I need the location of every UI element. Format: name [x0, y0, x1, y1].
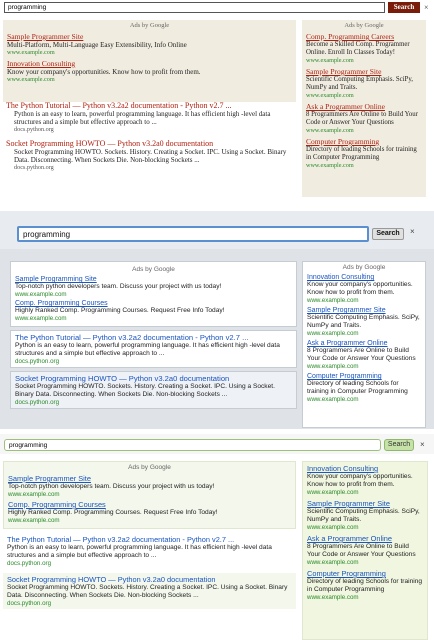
- ad-title-link[interactable]: Sample Programmer Site: [7, 32, 84, 41]
- ad-title-link[interactable]: Comp. Programming Courses: [15, 300, 108, 307]
- ad-description: Know your company's opportunities. Know how to profit from them.: [307, 281, 413, 296]
- ads-header: Ads by Google: [128, 464, 171, 471]
- ad-title-link[interactable]: Sample Programmer Site: [307, 499, 390, 508]
- search-button[interactable]: Search: [372, 228, 404, 240]
- ad-url[interactable]: www.example.com: [307, 524, 359, 531]
- ad-title-link[interactable]: Comp. Programming Careers: [306, 32, 395, 41]
- search-bar: [4, 2, 432, 13]
- result-snippet: Python is an easy to learn, powerful programming language. It has efficient high -level data structures and a simple but effective approach to ...: [7, 544, 272, 559]
- side-ad-item: [307, 274, 421, 304]
- ad-item: [15, 300, 292, 322]
- side-ad-item: [307, 340, 421, 370]
- ad-url[interactable]: www.example.com: [307, 297, 359, 304]
- search-input[interactable]: [4, 439, 381, 451]
- search-bar: [0, 211, 434, 249]
- ads-header: Ads by Google: [129, 22, 170, 29]
- ad-url[interactable]: www.example.com: [306, 127, 354, 134]
- ad-url[interactable]: www.example.com: [306, 92, 354, 99]
- variant-classic: [0, 0, 434, 202]
- side-ads-panel: [302, 461, 428, 640]
- result-snippet: Socket Programming HOWTO. Sockets. History. Creating a Socket. IPC. Using a Socket. Binary Data. Disconnecting. When Sockets Die. Non-blocking Sockets ...: [15, 383, 275, 398]
- result-item: [3, 573, 296, 609]
- result-url: docs.python.org: [14, 164, 54, 171]
- variant-green: [0, 434, 434, 640]
- side-ad-item: [306, 67, 422, 99]
- ad-item: [7, 32, 292, 56]
- side-ad-item: [307, 464, 423, 496]
- ad-description: Top-notch python developers team. Discuss your project with us today!: [15, 283, 222, 290]
- ad-url[interactable]: www.example.com: [306, 57, 354, 64]
- side-ad-item: [306, 32, 422, 64]
- ad-url[interactable]: www.example.com: [7, 76, 55, 83]
- result-item: [6, 101, 298, 133]
- ad-title-link[interactable]: Computer Programming: [307, 569, 386, 578]
- result-snippet: Socket Programming HOWTO. Sockets. History. Creating a Socket. IPC. Using a Socket. Binary Data. Disconnecting. When Sockets Die. Non-blocking Sockets ...: [14, 148, 287, 164]
- ad-url[interactable]: www.example.com: [307, 489, 359, 496]
- ad-title-link[interactable]: Ask a Programmer Online: [307, 534, 393, 543]
- ad-title-link[interactable]: Computer Programming: [307, 373, 382, 380]
- main-column: [3, 461, 296, 640]
- search-button[interactable]: Search: [384, 439, 414, 451]
- side-ad-item: [307, 569, 423, 601]
- result-snippet: Python is an easy to learn, powerful programming language. It has efficient high -level data structures and a simple but effective approach to ...: [14, 110, 271, 126]
- ad-item: [8, 474, 291, 498]
- side-ad-item: [306, 137, 422, 169]
- ad-title-link[interactable]: Ask a Programmer Online: [306, 102, 385, 111]
- ad-item: [7, 59, 292, 83]
- result-snippet: Python is an easy to learn, powerful programming language. It has efficient high -level data structures and a simple but effective approach to ...: [15, 342, 280, 357]
- ad-description: Scientific Computing Emphasis. SciPy, NumPy and Traits.: [306, 76, 413, 91]
- ad-title-link[interactable]: Innovation Consulting: [7, 59, 76, 68]
- variant-grey: [0, 211, 434, 429]
- side-ad-item: [307, 499, 423, 531]
- ad-description: Directory of leading Schools for training in Computer Programming: [306, 146, 417, 161]
- side-ad-item: [307, 307, 421, 337]
- ads-header: Ads by Google: [344, 22, 384, 29]
- result-url: docs.python.org: [15, 358, 60, 365]
- ad-url[interactable]: www.example.com: [8, 491, 60, 498]
- ad-title-link[interactable]: Computer Programming: [306, 137, 380, 146]
- ad-item: [8, 500, 291, 524]
- ad-url[interactable]: www.example.com: [15, 315, 67, 322]
- result-title-link[interactable]: Socket Programming HOWTO — Python v3.2a0 documentation: [6, 139, 214, 148]
- side-ad-item: [307, 373, 421, 403]
- ad-description: Scientific Computing Emphasis. SciPy, NumPy and Traits.: [307, 508, 420, 523]
- ad-url[interactable]: www.example.com: [307, 559, 359, 566]
- result-title-link[interactable]: The Python Tutorial — Python v3.2a2 documentation - Python v2.7 ...: [6, 101, 232, 110]
- ad-description: Directory of leading Schools for training in Computer Programming: [307, 578, 423, 593]
- ad-description: Directory of leading Schools for training in Computer Programming: [307, 380, 408, 395]
- search-input[interactable]: [4, 2, 385, 13]
- ad-url[interactable]: www.example.com: [307, 594, 359, 601]
- ad-description: 8 Programmers Are Online to Build Your Code or Answer Your Questions: [307, 347, 416, 362]
- ad-url[interactable]: www.example.com: [307, 396, 359, 403]
- side-ad-item: [306, 102, 422, 134]
- ad-title-link[interactable]: Sample Programming Site: [15, 276, 97, 283]
- search-button[interactable]: Search: [388, 2, 420, 13]
- result-url: docs.python.org: [14, 126, 54, 133]
- ad-description: Highly Ranked Comp. Programming Courses. Request Free Info Today!: [8, 509, 218, 516]
- ad-description: Scientific Computing Emphasis. SciPy, NumPy and Traits.: [307, 314, 420, 329]
- result-url: docs.python.org: [15, 399, 60, 406]
- ad-title-link[interactable]: Sample Programmer Site: [8, 474, 91, 483]
- ads-panel: [3, 461, 296, 529]
- ads-panel: [10, 261, 297, 327]
- result-item: [10, 330, 297, 368]
- results-list: [6, 101, 298, 177]
- search-input[interactable]: [17, 226, 369, 242]
- result-url: docs.python.org: [7, 600, 52, 607]
- ad-title-link[interactable]: Sample Programmer Site: [307, 307, 386, 314]
- ad-description: Become a Skilled Comp. Programmer Online. Enroll In Classes Today!: [306, 41, 410, 56]
- ad-title-link[interactable]: Comp. Programming Courses: [8, 500, 106, 509]
- ad-description: Know your company's opportunities. Know how to profit from them.: [307, 473, 413, 488]
- ad-description: 8 Programmers Are Online to Build Your Code or Answer Your Questions: [307, 543, 416, 558]
- ad-description: 8 Programmers Are Online to Build Your Code or Answer Your Questions: [306, 111, 418, 126]
- result-title-link[interactable]: The Python Tutorial — Python v3.2a2 documentation - Python v2.7 ...: [7, 535, 235, 544]
- result-item: [3, 533, 296, 569]
- ads-header: Ads by Google: [342, 264, 386, 271]
- close-icon[interactable]: ×: [410, 227, 415, 236]
- close-icon[interactable]: ×: [420, 440, 425, 449]
- ads-panel: [3, 20, 296, 102]
- ad-title-link[interactable]: Sample Programmer Site: [306, 67, 382, 76]
- result-title-link[interactable]: Socket Programming HOWTO — Python v3.2a0 documentation: [7, 575, 216, 584]
- main-column: [10, 261, 297, 428]
- ad-description: Multi-Platform, Multi-Language Easy Extensibility, Info Online: [7, 41, 187, 49]
- ad-description: Top-notch python developers team. Discuss your project with us today!: [8, 483, 215, 490]
- side-ads-panel: [302, 261, 426, 428]
- search-bar: [0, 434, 434, 454]
- ad-title-link[interactable]: Ask a Programmer Online: [307, 340, 388, 347]
- ad-url[interactable]: www.example.com: [15, 291, 67, 298]
- result-url: docs.python.org: [7, 560, 52, 567]
- ad-title-link[interactable]: Innovation Consulting: [307, 274, 375, 281]
- close-icon[interactable]: ×: [424, 3, 429, 12]
- side-ad-item: [307, 534, 423, 566]
- ad-url[interactable]: www.example.com: [307, 330, 359, 337]
- side-ads-panel: [302, 20, 426, 197]
- result-snippet: Socket Programming HOWTO. Sockets. History. Creating a Socket. IPC. Using a Socket. Binary Data. Disconnecting. When Sockets Die. Non-blocking Sockets ...: [7, 584, 288, 599]
- ad-description: Highly Ranked Comp. Programming Courses. Request Free Info Today!: [15, 307, 225, 314]
- result-item: [6, 139, 298, 171]
- ads-header: Ads by Google: [132, 266, 175, 273]
- result-item: [10, 371, 297, 409]
- ad-title-link[interactable]: Innovation Consulting: [307, 464, 379, 473]
- ad-url[interactable]: www.example.com: [7, 49, 55, 56]
- result-title-link[interactable]: The Python Tutorial — Python v3.2a2 documentation - Python v2.7 ...: [15, 333, 249, 342]
- ad-url[interactable]: www.example.com: [8, 517, 60, 524]
- ad-url[interactable]: www.example.com: [306, 162, 354, 169]
- ad-item: [15, 276, 292, 298]
- ad-url[interactable]: www.example.com: [307, 363, 359, 370]
- ad-description: Know your company's opportunities. Know how to profit from them.: [7, 68, 201, 76]
- result-title-link[interactable]: Socket Programming HOWTO — Python v3.2a0 documentation: [15, 374, 230, 383]
